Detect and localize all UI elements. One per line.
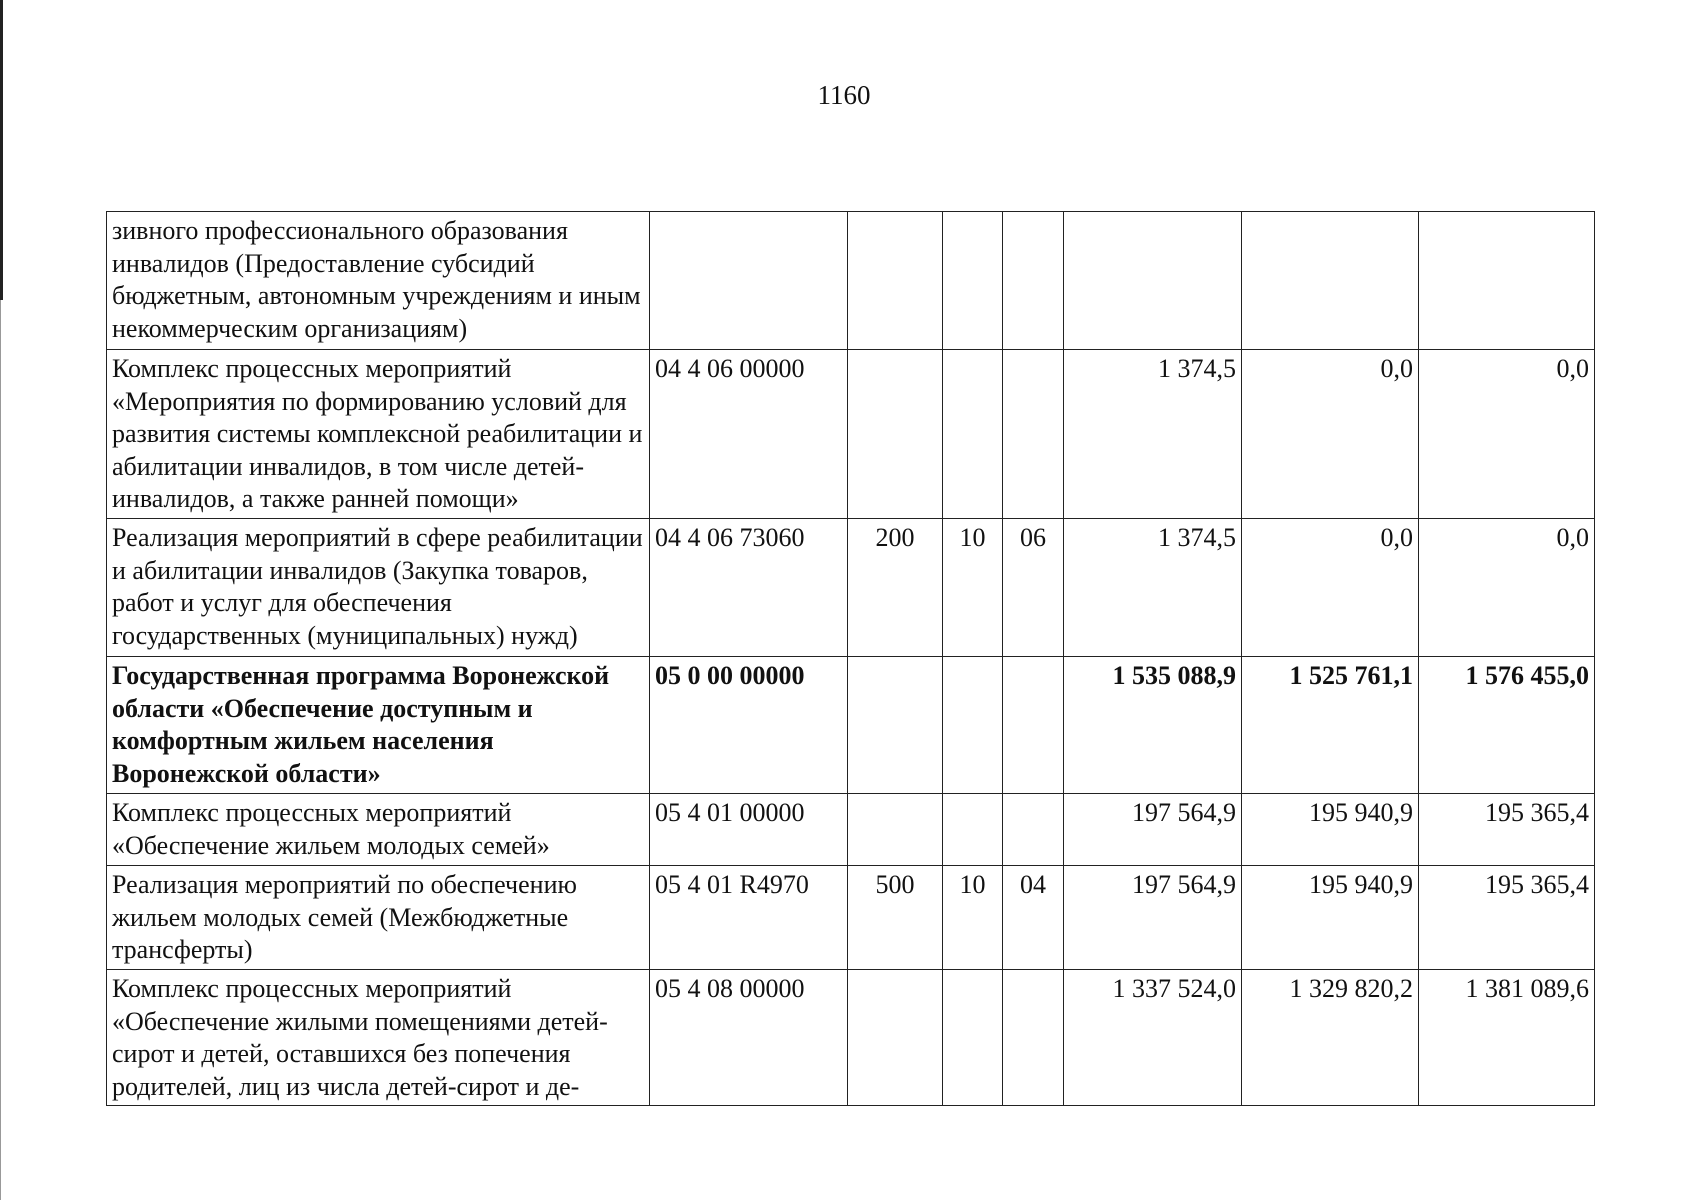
row-year1: 197 564,9	[1064, 866, 1242, 970]
row-year2: 195 940,9	[1242, 794, 1419, 866]
row-code: 05 4 01 R4970	[650, 866, 848, 970]
table-row	[107, 519, 1595, 657]
row-vr: 500	[848, 866, 943, 970]
row-rz: 10	[943, 519, 1003, 657]
row-code: 04 4 06 73060	[650, 519, 848, 657]
row-rz	[943, 350, 1003, 519]
row-vr	[848, 970, 943, 1106]
table-row	[107, 970, 1595, 1106]
row-rz	[943, 794, 1003, 866]
row-name: Комплекс процессных мероприятий «Мероприятия по формированию условий для развития системы комплексной реабилитации и абилитации инвалидов, в том числе детей-инвалидов, а также ранней помощи»	[107, 350, 650, 519]
row-code: 05 4 08 00000	[650, 970, 848, 1106]
row-pr	[1003, 657, 1064, 794]
table-row	[107, 350, 1595, 519]
row-year2: 1 329 820,2	[1242, 970, 1419, 1106]
row-pr: 06	[1003, 519, 1064, 657]
row-year2	[1242, 212, 1419, 350]
row-year2: 0,0	[1242, 519, 1419, 657]
row-pr	[1003, 350, 1064, 519]
row-code: 05 4 01 00000	[650, 794, 848, 866]
row-vr	[848, 794, 943, 866]
row-pr	[1003, 794, 1064, 866]
row-year2: 1 525 761,1	[1242, 657, 1419, 794]
row-rz: 10	[943, 866, 1003, 970]
row-rz	[943, 970, 1003, 1106]
table-row	[107, 212, 1595, 350]
scan-edge-mark	[0, 0, 3, 300]
row-year3: 195 365,4	[1419, 866, 1595, 970]
table-row	[107, 866, 1595, 970]
row-year1: 1 535 088,9	[1064, 657, 1242, 794]
row-year2: 195 940,9	[1242, 866, 1419, 970]
row-name: зивного профессионального образования инвалидов (Предоставление субсидий бюджетным, автономным учреждениям и иным некоммерческим организациям)	[107, 212, 650, 350]
row-year3	[1419, 212, 1595, 350]
row-year3: 1 381 089,6	[1419, 970, 1595, 1106]
row-year1: 1 337 524,0	[1064, 970, 1242, 1106]
row-name: Комплекс процессных мероприятий «Обеспечение жилыми помещениями детей-сирот и детей, оставшихся без попечения родителей, лиц из числа детей-сирот и де-	[107, 970, 650, 1106]
row-vr	[848, 657, 943, 794]
row-year3: 0,0	[1419, 519, 1595, 657]
row-year3: 1 576 455,0	[1419, 657, 1595, 794]
row-name: Государственная программа Воронежской области «Обеспечение доступным и комфортным жильем населения Воронежской области»	[107, 657, 650, 794]
page-number: 1160	[817, 80, 871, 110]
row-code	[650, 212, 848, 350]
row-year1: 1 374,5	[1064, 519, 1242, 657]
row-pr	[1003, 970, 1064, 1106]
row-year1	[1064, 212, 1242, 350]
scan-edge-line	[0, 300, 1, 1200]
table-row	[107, 657, 1595, 794]
row-vr	[848, 350, 943, 519]
table-row	[107, 794, 1595, 866]
budget-table	[106, 211, 1595, 1106]
row-year1: 197 564,9	[1064, 794, 1242, 866]
row-year3: 195 365,4	[1419, 794, 1595, 866]
row-vr	[848, 212, 943, 350]
row-pr	[1003, 212, 1064, 350]
row-name: Комплекс процессных мероприятий «Обеспечение жильем молодых семей»	[107, 794, 650, 866]
row-year2: 0,0	[1242, 350, 1419, 519]
row-vr: 200	[848, 519, 943, 657]
row-code: 04 4 06 00000	[650, 350, 848, 519]
row-name: Реализация мероприятий в сфере реабилитации и абилитации инвалидов (Закупка товаров, работ и услуг для обеспечения государственных (муниципальных) нужд)	[107, 519, 650, 657]
row-rz	[943, 657, 1003, 794]
row-pr: 04	[1003, 866, 1064, 970]
row-rz	[943, 212, 1003, 350]
row-year1: 1 374,5	[1064, 350, 1242, 519]
row-year3: 0,0	[1419, 350, 1595, 519]
row-code: 05 0 00 00000	[650, 657, 848, 794]
row-name: Реализация мероприятий по обеспечению жильем молодых семей (Межбюджетные трансферты)	[107, 866, 650, 970]
